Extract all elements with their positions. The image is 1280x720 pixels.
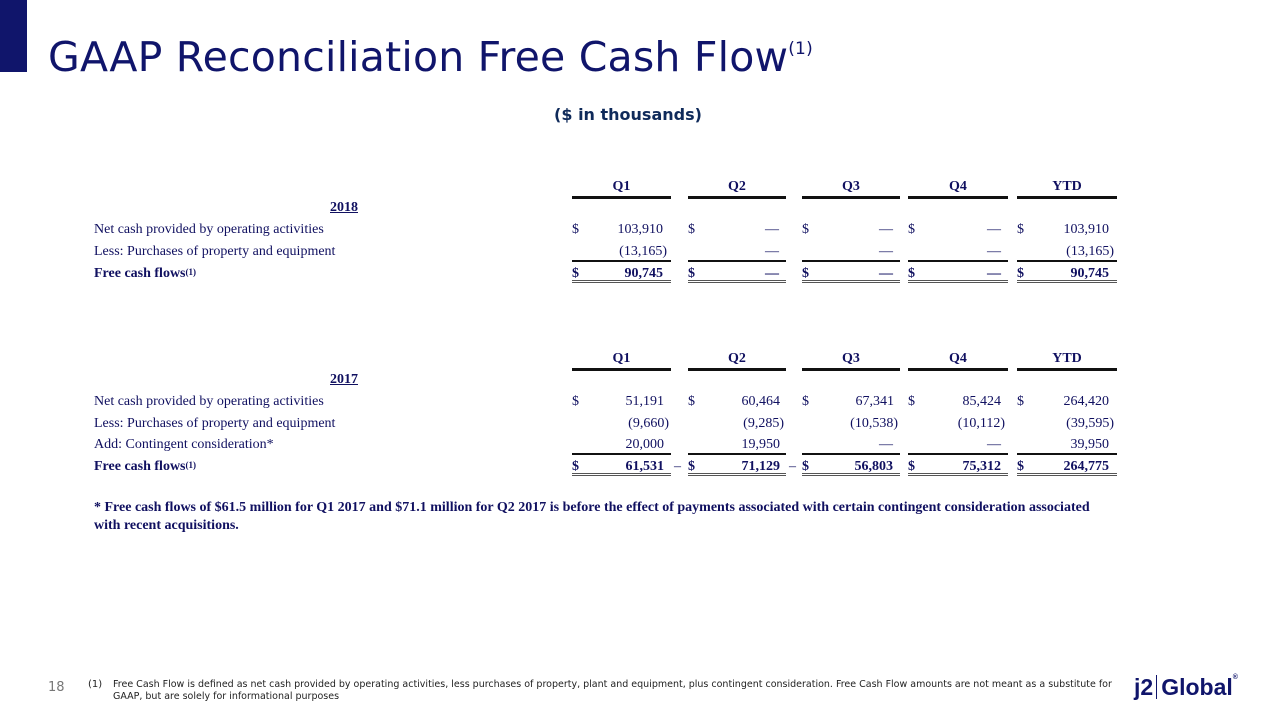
row-label [94,264,196,284]
footnote-text: Free Cash Flow is defined as net cash provided by operating activities, less purchases of property, plant and equipment, plus contingent consideration. Free Cash Flow amounts are not meant as a substitute for GAAP, but are solely for informational purposes [113,679,1112,702]
j2-global-logo [1134,674,1238,701]
cell-q1: (13,165) [619,244,667,259]
title-footnote-ref: (1) [788,39,813,59]
col-header-q1: Q1 [572,352,671,371]
logo-j2: j2 [1134,674,1154,700]
dollar-sign: $ [572,394,579,409]
col-header-q4: Q4 [908,180,1008,199]
subtotal-rule [572,453,671,455]
title-text: GAAP Reconciliation Free Cash Flow [48,33,789,81]
total-double-rule [1017,280,1117,283]
total-footnote-ref: (1) [185,460,196,470]
subtotal-rule [688,453,786,455]
page-number: 18 [48,680,65,695]
col-header-q3: Q3 [802,352,900,371]
cell-q3: — [879,437,893,452]
cell-q4: — [987,266,1001,281]
logo-global: Global [1161,674,1233,700]
cell-ytd: (13,165) [1066,244,1114,259]
total-double-rule [688,473,786,476]
cell-q2: 19,950 [741,437,780,452]
cell-q4: (10,112) [957,416,1005,431]
table-row [94,220,1118,240]
subtotal-rule [802,260,900,262]
dollar-sign: $ [572,266,579,281]
dollar-sign: $ [908,266,915,281]
cell-q4: 75,312 [962,459,1001,474]
row-label: Add: Contingent consideration* [94,437,274,452]
page-title [48,33,813,81]
dollar-sign: $ [1017,459,1024,474]
dollar-sign: $ [688,222,695,237]
year-heading-2017: 2017 [330,372,358,387]
accent-bar [0,0,27,72]
row-label: Less: Purchases of property and equipment [94,244,336,259]
row-label: Net cash provided by operating activities [94,222,324,237]
cell-q2: 60,464 [741,394,780,409]
col-header-q4: Q4 [908,352,1008,371]
cell-ytd: 39,950 [1070,437,1109,452]
footnote-marker: (1) [88,679,103,690]
table-row [94,392,1118,412]
total-double-rule [802,473,900,476]
cell-q3: (10,538) [850,416,898,431]
cell-q1: (9,660) [628,416,669,431]
cell-q3: — [879,244,893,259]
cell-q4: — [987,437,1001,452]
total-double-rule [572,280,671,283]
total-label-text: Free cash flows [94,459,186,474]
dollar-sign: $ [1017,266,1024,281]
cell-ytd: (39,595) [1066,416,1114,431]
dollar-sign: $ [908,222,915,237]
dollar-sign: $ [802,459,809,474]
cell-q4: — [987,244,1001,259]
cell-q3: — [879,266,893,281]
dash-mark: – [789,459,796,474]
cell-q3: 67,341 [855,394,894,409]
cell-q1: 103,910 [617,222,663,237]
dollar-sign: $ [1017,394,1024,409]
cell-q4: 85,424 [962,394,1001,409]
total-double-rule [802,280,900,283]
subtotal-rule [1017,453,1117,455]
cell-q1: 61,531 [625,459,664,474]
cell-ytd: 90,745 [1070,266,1109,281]
col-header-ytd: YTD [1017,352,1117,371]
cell-q2: — [765,222,779,237]
dash-mark: – [674,459,681,474]
dollar-sign: $ [802,222,809,237]
dollar-sign: $ [688,394,695,409]
cell-q2: (9,285) [743,416,784,431]
cell-q1: 20,000 [625,437,664,452]
cell-q4: — [987,222,1001,237]
total-double-rule [688,280,786,283]
dollar-sign: $ [908,394,915,409]
year-heading-2018: 2018 [330,200,358,215]
total-double-rule [908,473,1008,476]
subtotal-rule [802,453,900,455]
dollar-sign: $ [572,222,579,237]
row-label: Net cash provided by operating activities [94,394,324,409]
cell-q2: — [765,266,779,281]
subtotal-rule [688,260,786,262]
cell-q2: — [765,244,779,259]
cell-q3: 56,803 [854,459,893,474]
total-label-text: Free cash flows [94,266,186,281]
subtotal-rule [908,453,1008,455]
cell-q1: 90,745 [624,266,663,281]
cell-ytd: 103,910 [1063,222,1109,237]
col-header-q3: Q3 [802,180,900,199]
dollar-sign: $ [572,459,579,474]
col-header-q1: Q1 [572,180,671,199]
total-double-rule [908,280,1008,283]
cell-ytd: 264,420 [1063,394,1109,409]
logo-separator [1156,675,1157,699]
dollar-sign: $ [688,459,695,474]
dollar-sign: $ [688,266,695,281]
subtotal-rule [908,260,1008,262]
total-double-rule [1017,473,1117,476]
row-label: Less: Purchases of property and equipment [94,416,336,431]
total-footnote-ref: (1) [185,267,196,277]
table-row [94,435,1118,455]
col-header-q2: Q2 [688,352,786,371]
table-row [94,414,1118,434]
col-header-q2: Q2 [688,180,786,199]
table-row [94,242,1118,262]
logo-registered-mark: ® [1232,674,1238,681]
subtotal-rule [1017,260,1117,262]
dollar-sign: $ [802,266,809,281]
cell-q1: 51,191 [625,394,664,409]
units-subtitle: ($ in thousands) [554,105,702,124]
dollar-sign: $ [908,459,915,474]
dollar-sign: $ [1017,222,1024,237]
cell-q3: — [879,222,893,237]
row-label [94,457,196,477]
subtotal-rule [572,260,671,262]
cell-ytd: 264,775 [1063,459,1109,474]
total-double-rule [572,473,671,476]
contingent-consideration-note: * Free cash flows of $61.5 million for Q1 2017 and $71.1 million for Q2 2017 is before the effect of payments associated with certain contingent consideration associated with recent acquisitions. [94,500,1090,533]
cell-q2: 71,129 [741,459,780,474]
dollar-sign: $ [802,394,809,409]
col-header-ytd: YTD [1017,180,1117,199]
